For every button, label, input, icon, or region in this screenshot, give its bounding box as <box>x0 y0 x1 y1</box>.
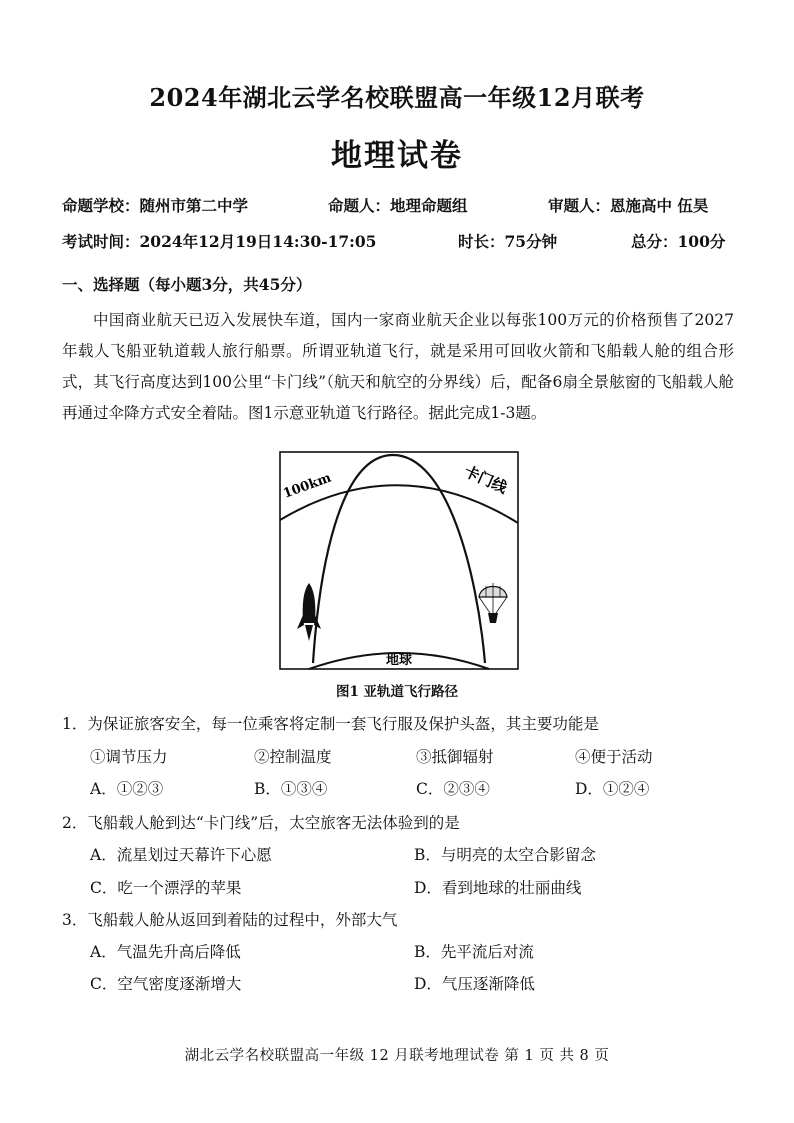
question-3-stem: 3．飞船载人舱从返回到着陆的过程中，外部大气 <box>62 911 398 929</box>
meta-duration: 时长：75分钟 <box>458 232 558 251</box>
meta-score: 总分：100分 <box>631 232 726 251</box>
q3-option-b: B．先平流后对流 <box>414 943 534 961</box>
meta-author: 命题人：地理命题组 <box>328 196 468 215</box>
q2-option-b: B．与明亮的太空合影留念 <box>414 846 596 864</box>
q2-option-a: A．流星划过天幕许下心愿 <box>90 846 272 864</box>
q1-item-2: ②控制温度 <box>254 748 332 766</box>
q2-option-d: D．看到地球的壮丽曲线 <box>414 879 582 897</box>
question-1-stem: 1．为保证旅客安全，每一位乘客将定制一套飞行服及保护头盔，其主要功能是 <box>62 715 599 733</box>
q1-item-3: ③抵御辐射 <box>416 748 494 766</box>
subject-title: 地理试卷 <box>331 138 463 174</box>
q3-option-c: C．空气密度逐渐增大 <box>90 975 242 993</box>
q1-option-d: D．①②④ <box>575 780 650 798</box>
suborbital-figure <box>279 451 519 670</box>
meta-reviewer: 审题人：恩施高中 伍昊 <box>548 196 709 215</box>
section-heading: 一、选择题（每小题3分，共45分） <box>62 275 312 294</box>
q1-item-1: ①调节压力 <box>90 748 168 766</box>
q1-option-a: A．①②③ <box>90 780 164 798</box>
q2-option-c: C．吃一个漂浮的苹果 <box>90 879 242 897</box>
label-earth: 地球 <box>385 653 413 668</box>
label-100km: 100km <box>281 470 334 502</box>
passage: 中国商业航天已迈入发展快车道，国内一家商业航天企业以每张100万元的价格预售了2027年载人飞船亚轨道载人旅行船票。所谓亚轨道飞行，就是采用可回收火箭和飞船载人舱的组合形式，其飞行高度达到100公里“卡门线”（航天和航空的分界线）后，配备6扇全景舷窗的飞船载人舱再通过伞降方式安全着陆。图1示意亚轨道飞行路径。据此完成1-3题。 <box>62 311 734 422</box>
q1-option-b: B．①③④ <box>254 780 328 798</box>
meta-time: 考试时间：2024年12月19日14:30-17:05 <box>62 232 377 251</box>
label-karman-line: 卡门线 <box>461 462 510 497</box>
figure-caption: 图1 亚轨道飞行路径 <box>335 684 459 700</box>
q3-option-a: A．气温先升高后降低 <box>90 943 241 961</box>
question-2-stem: 2．飞船载人舱到达“卡门线”后，太空旅客无法体验到的是 <box>62 814 460 832</box>
q1-option-c: C．②③④ <box>416 780 490 798</box>
exam-title: 2024年湖北云学名校联盟高一年级12月联考 <box>149 83 645 112</box>
q1-item-4: ④便于活动 <box>575 748 653 766</box>
q3-option-d: D．气压逐渐降低 <box>414 975 535 993</box>
page-footer: 湖北云学名校联盟高一年级 12 月联考地理试卷 第 1 页 共 8 页 <box>184 1048 610 1064</box>
meta-school: 命题学校：随州市第二中学 <box>62 196 249 215</box>
